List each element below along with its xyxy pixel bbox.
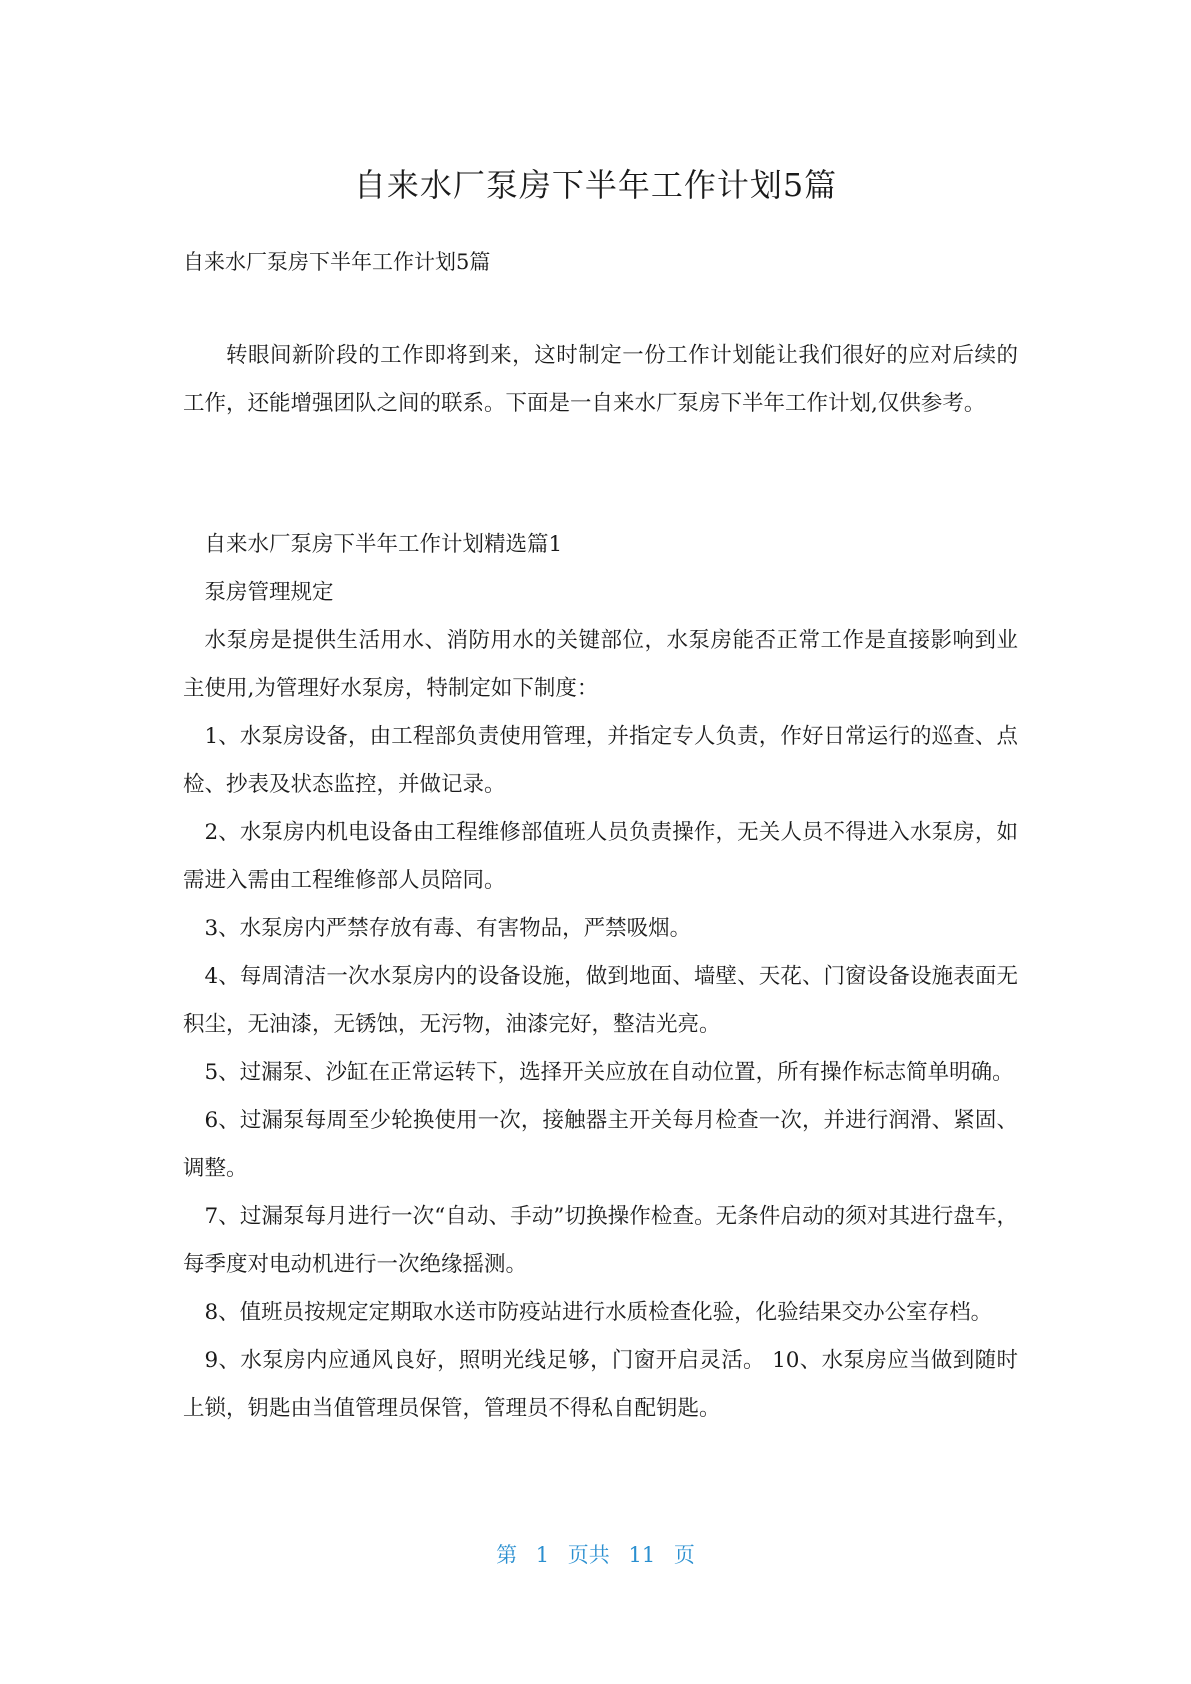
section-heading: 自来水厂泵房下半年工作计划精选篇1 [204,532,563,557]
rule-item-4: 4、每周清洁一次水泵房内的设备设施，做到地面、墙壁、天花、门窗设备设施表面无积尘，无油漆，无锈蚀，无污物，油漆完好，整洁光亮。 [183,964,1018,1037]
document-title: 自来水厂泵房下半年工作计划5篇 [353,166,838,204]
rule-item-9-10: 9、水泵房内应通风良好，照明光线足够，门窗开启灵活。 10、水泵房应当做到随时上锁，钥匙由当值管理员保管，管理员不得私自配钥匙。 [183,1348,1018,1421]
rule-item-1: 1、水泵房设备，由工程部负责使用管理，并指定专人负责，作好日常运行的巡查、点检、抄表及状态监控，并做记录。 [183,724,1018,797]
rule-item-7: 7、过漏泵每月进行一次“自动、手动”切换操作检查。无条件启动的须对其进行盘车，每季度对电动机进行一次绝缘摇测。 [183,1204,1018,1277]
document-subtitle: 自来水厂泵房下半年工作计划5篇 [183,250,491,274]
section-block [183,521,1018,1433]
page-number-footer: 第 1 页共 11 页 [496,1543,695,1567]
rule-item-6: 6、过漏泵每周至少轮换使用一次，接触器主开关每月检查一次，并进行润滑、紧固、调整。 [183,1108,1018,1181]
intro-paragraph: 转眼间新阶段的工作即将到来，这时制定一份工作计划能让我们很好的应对后续的工作，还能增强团队之间的联系。下面是一自来水厂泵房下半年工作计划,仅供参考。 [183,343,1018,416]
rule-item-3: 3、水泵房内严禁存放有毒、有害物品，严禁吸烟。 [204,916,692,941]
rules-intro-paragraph: 水泵房是提供生活用水、消防用水的关键部位，水泵房能否正常工作是直接影响到业主使用,为管理好水泵房，特制定如下制度： [183,628,1018,701]
intro-block [183,332,1018,428]
rule-item-8: 8、值班员按规定定期取水送市防疫站进行水质检查化验，化验结果交办公室存档。 [204,1300,993,1325]
rule-item-2: 2、水泵房内机电设备由工程维修部值班人员负责操作，无关人员不得进入水泵房，如需进入需由工程维修部人员陪同。 [183,820,1018,893]
section-subheading: 泵房管理规定 [204,580,334,605]
rule-item-5: 5、过漏泵、沙缸在正常运转下，选择开关应放在自动位置，所有操作标志简单明确。 [204,1060,1014,1085]
